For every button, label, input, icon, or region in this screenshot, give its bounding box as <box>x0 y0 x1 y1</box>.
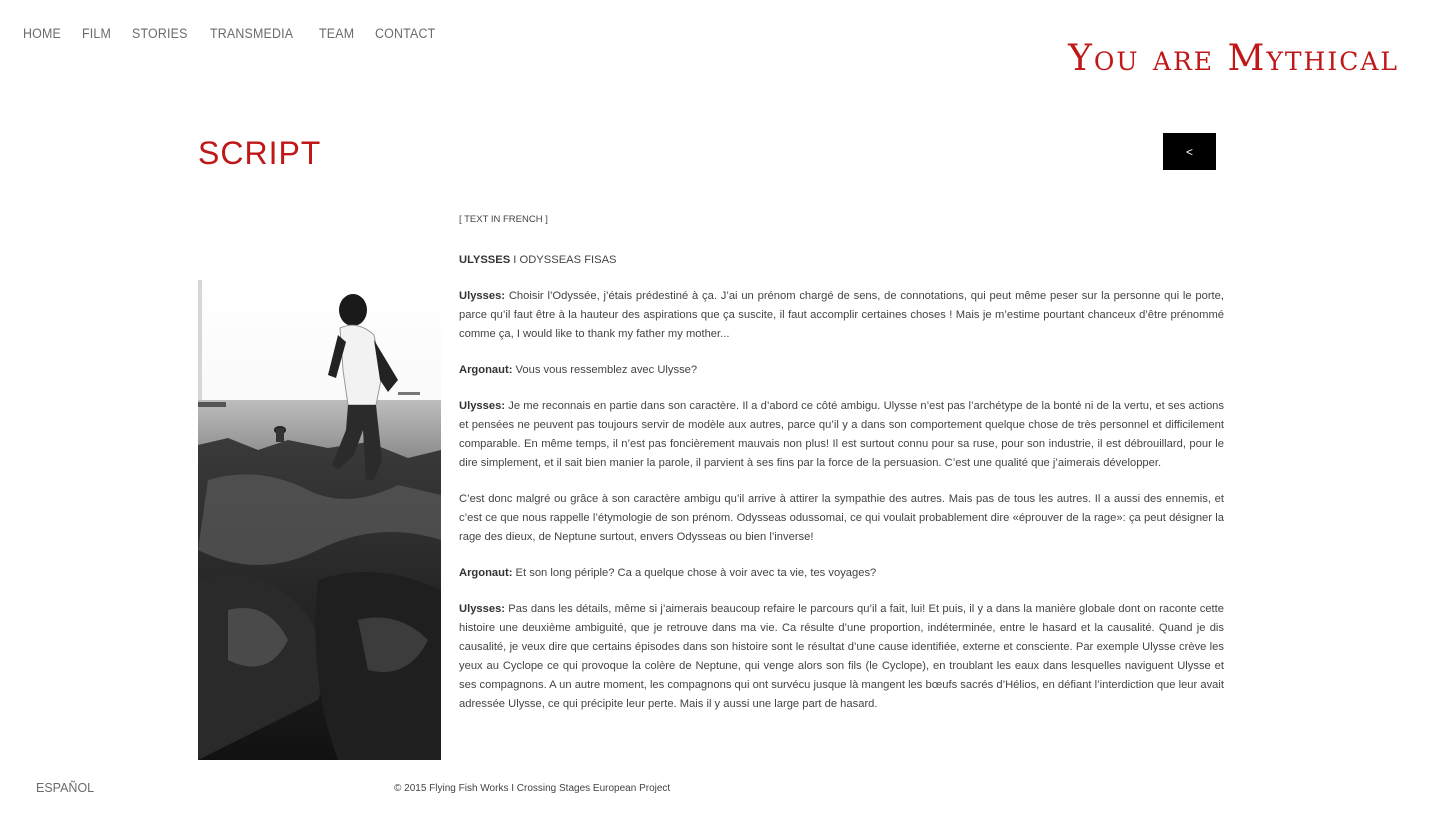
script-heading <box>459 251 1224 270</box>
speaker-label: Argonaut: <box>459 364 513 376</box>
dialogue-text: Et son long périple? Ca a quelque chose à voir avec ta vie, tes voyages? <box>512 567 877 579</box>
heading-name: ULYSSES <box>459 254 511 266</box>
footer-copyright: © 2015 Flying Fish Works I Crossing Stages European Project <box>394 783 671 794</box>
dialogue-paragraph <box>459 490 1224 547</box>
dialogue-text: Je me reconnais en partie dans son caractère. Il a d’abord ce côté ambigu. Ulysse n’est pas l’archétype de la bonté ni de la vertu, et ses actions et pensées ne peuvent pas toujours servir de modèle aux autres, parce qu’il y a dans son comportement quelque chose de très personnel et difficilement comparable. En même temps, il n’est pas foncièrement mauvais non plus! Il est surtout connu pour sa ruse, pour son industrie, il est débrouillard, pour le dire simplement, et il sait bien manier la parole, il parvient à ses fins par la force de la persuasion. C’est une qualité que j’aimerais développer. <box>459 400 1224 469</box>
nav-item-home[interactable]: HOME <box>23 26 62 41</box>
language-note: [ TEXT IN FRENCH ] <box>459 214 548 225</box>
dialogue-paragraph <box>459 600 1224 714</box>
photo-illustration <box>198 280 441 760</box>
main-nav <box>23 26 459 41</box>
dialogue-text: Pas dans les détails, même si j’aimerais beaucoup refaire le parcours qu’il a fait, lui! Et puis, il y a dans la manière globale dont on raconte cette histoire une deuxième ambiguité, que je retrouve dans ma vie. Ca résulte d’une proportion, indéterminée, entre le hasard et la causalité. Quand je dis causalité, je veux dire que certains épisodes dans son histoire sont le résultat d’une cause identifiée, externe et consciente. Par exemple Ulysse crève les yeux au Cyclope ce qui provoque la colère de Neptune, qui venge alors son fils (le Cyclope), en troublant les eaux dans lesquelles naviguent Ulysse et ses compagnons. A un autre moment, les compagnons qui ont survécu jusque là mangent les bœufs sacrés d’Hélios, en défiant l’interdiction que leur avait adressée Ulysse, ce qui précipite leur perte. Mais il y aussi une large part de hasard. <box>459 603 1224 710</box>
script-content <box>459 210 1224 731</box>
dialogue-text: Vous vous ressemblez avec Ulysse? <box>512 364 698 376</box>
language-switch-link[interactable]: ESPAÑOL <box>36 781 95 795</box>
page-title: SCRIPT <box>198 135 322 171</box>
speaker-label: Argonaut: <box>459 567 513 579</box>
heading-rest: I ODYSSEAS FISAS <box>510 254 617 266</box>
nav-item-stories[interactable]: STORIES <box>131 26 188 41</box>
dialogue-paragraph <box>459 397 1224 473</box>
speaker-label: Ulysses: <box>459 290 506 302</box>
dialogue-text: C’est donc malgré ou grâce à son caractère ambigu qu’il arrive à attirer la sympathie des autres. Mais pas de tous les autres. Il a aussi des ennemis, et c’est ce que nous rappelle l’étymologie de son prénom. Odysseas odussomai, ce qui voulait probablement dire «éprouver de la rage»: ça peut désigner la rage des dieux, de Neptune surtout, envers Odysseas ou bien l’inverse! <box>459 493 1224 543</box>
dialogue-text: Choisir l’Odyssée, j’étais prédestiné à ça. J’ai un prénom chargé de sens, de connotations, qui peut même peser sur la personne qui le porte, parce qu’il faut être à la hauteur des aspirations que ça suscite, il faut accomplir certaines choses ! Mais je m’estime pourtant chanceux d’être prénommé comme ça, I would like to thank my father my mother... <box>459 290 1224 340</box>
site-logo-title[interactable]: You are Mythical <box>1068 38 1399 79</box>
dialogue-paragraph <box>459 361 1224 380</box>
nav-item-team[interactable]: TEAM <box>318 26 355 41</box>
speaker-label: Ulysses: <box>459 603 506 615</box>
speaker-label: Ulysses: <box>459 400 506 412</box>
nav-item-transmedia[interactable]: TRANSMEDIA <box>210 26 294 41</box>
dialogue-paragraph <box>459 564 1224 583</box>
nav-item-film[interactable]: FILM <box>82 26 112 41</box>
back-button[interactable]: < <box>1163 133 1216 170</box>
nav-item-contact[interactable]: CONTACT <box>375 26 436 41</box>
ulysses-photo <box>198 280 441 760</box>
dialogue-paragraph <box>459 287 1224 344</box>
